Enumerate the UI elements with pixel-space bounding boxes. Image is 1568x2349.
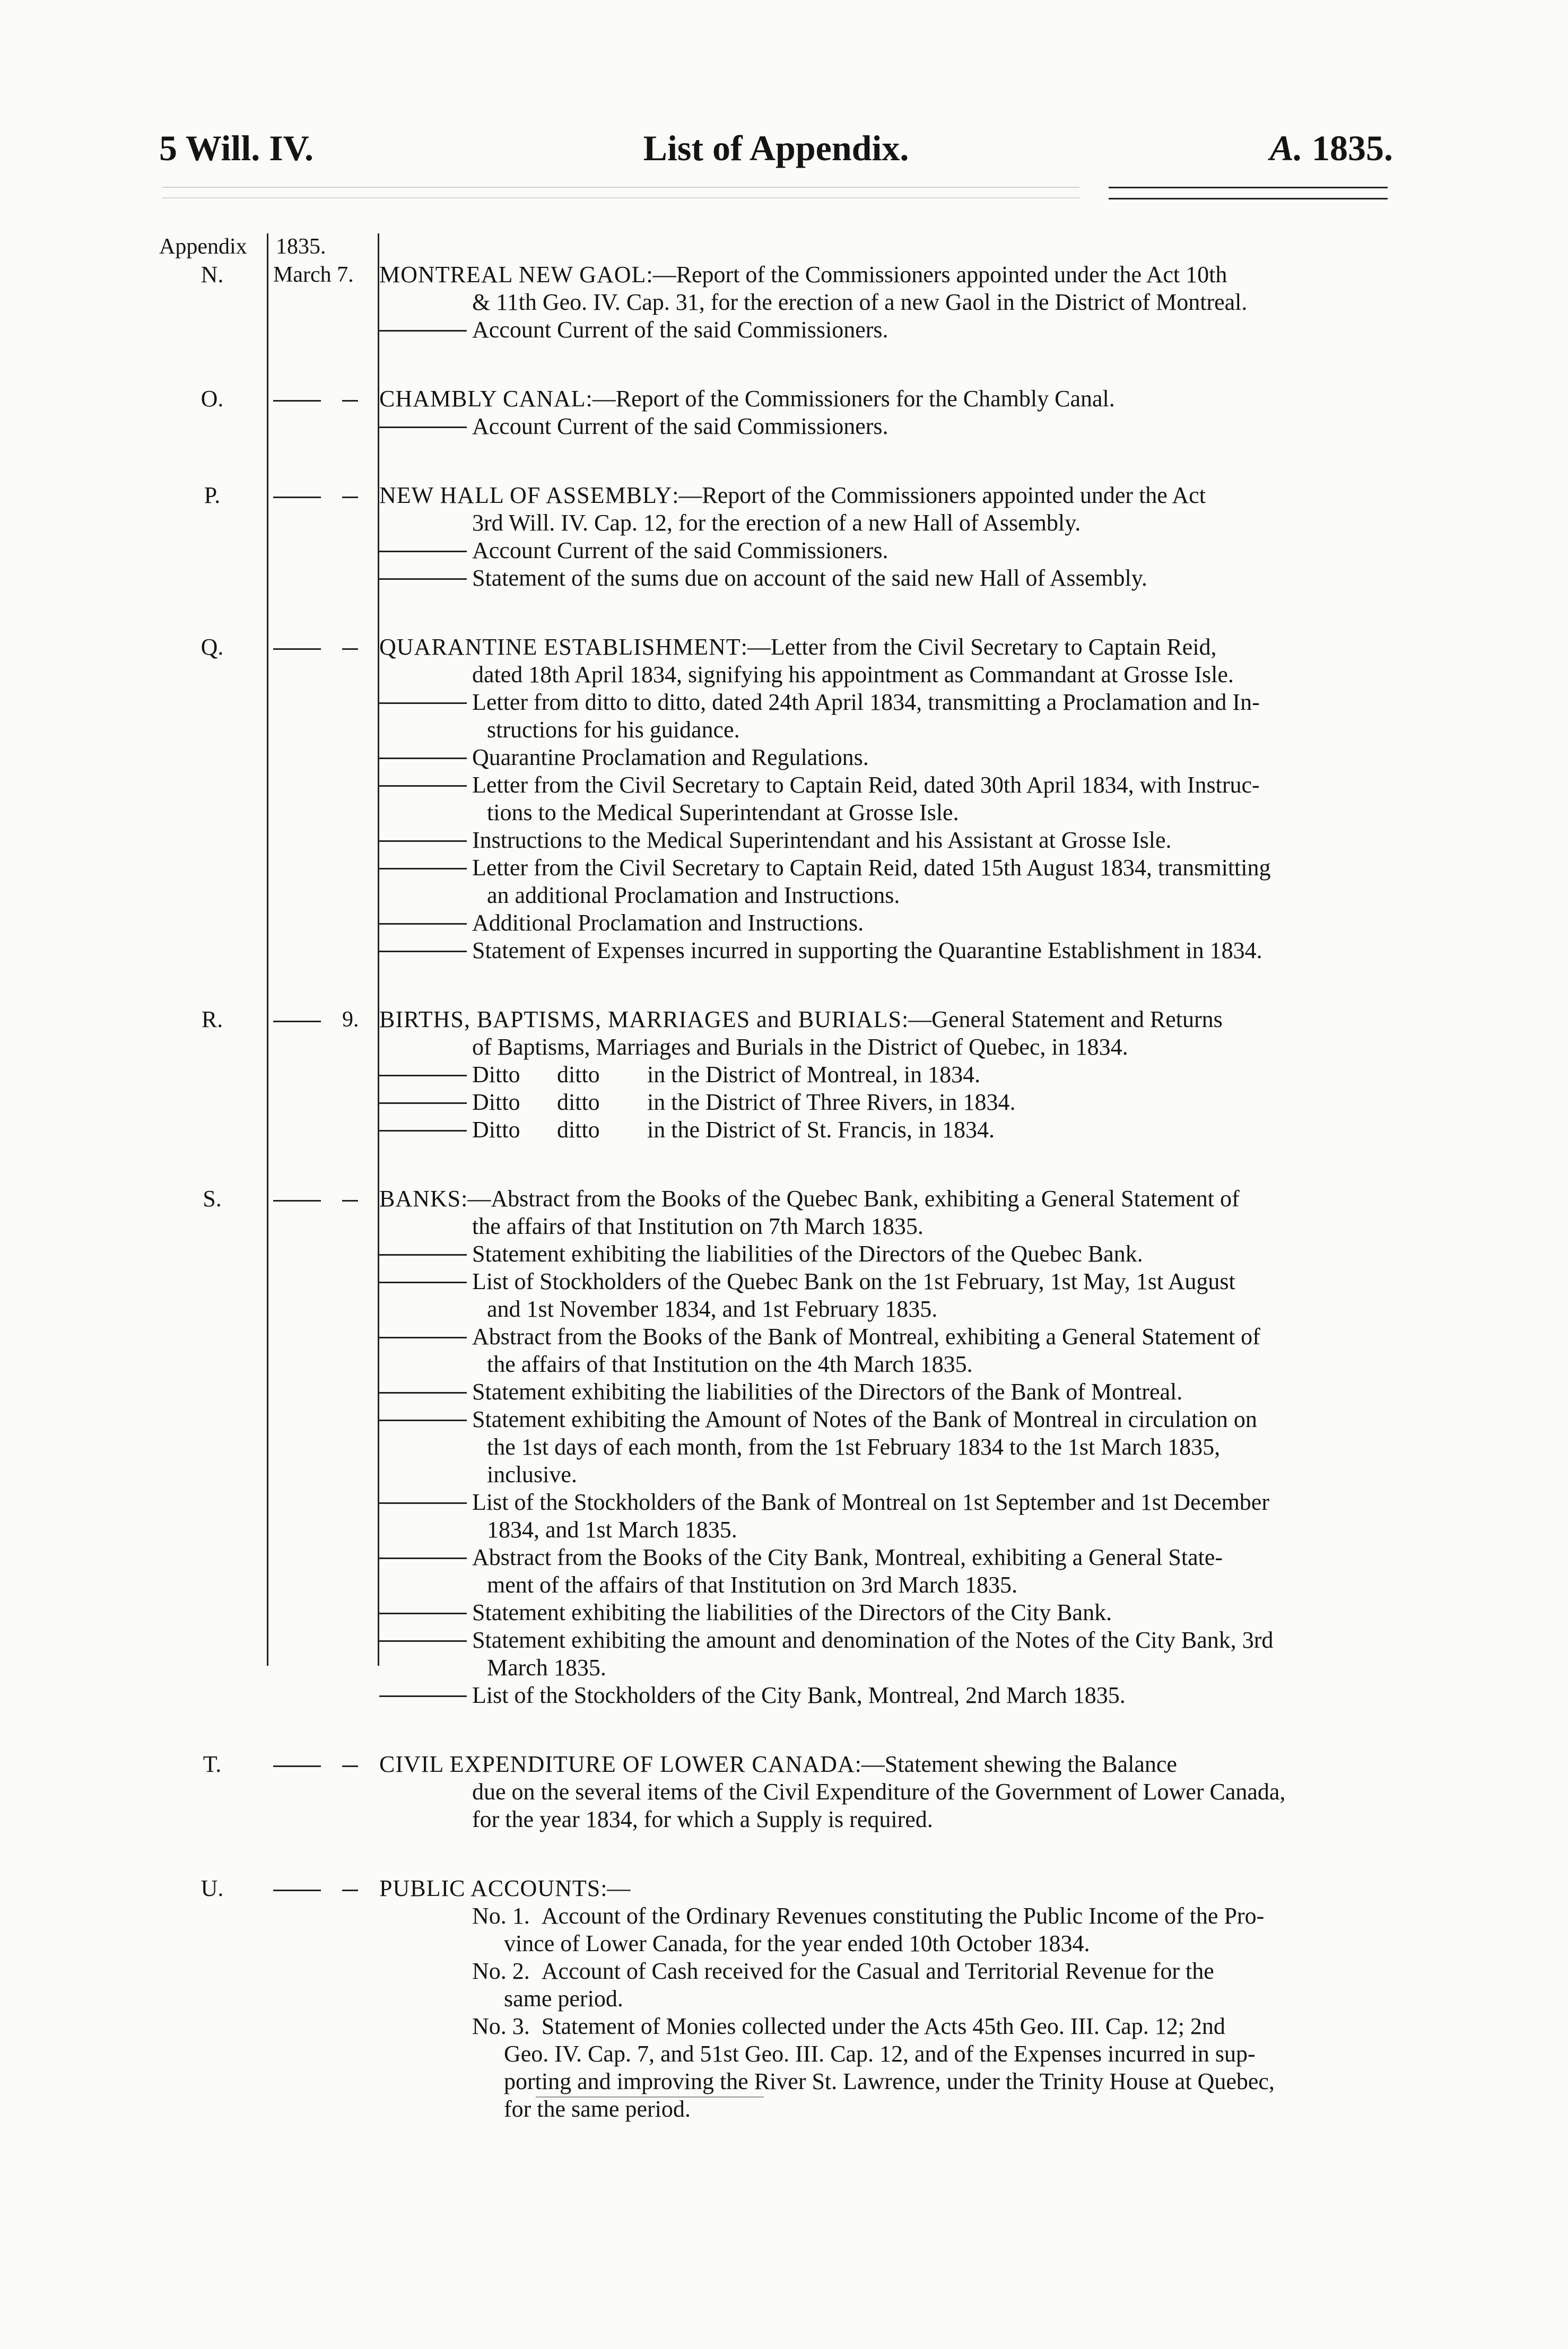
sub-item xyxy=(379,1626,1395,1682)
entry-heading xyxy=(379,1006,1395,1061)
sub-item xyxy=(379,413,1395,440)
entry-subject: NEW HALL OF ASSEMBLY xyxy=(379,482,673,508)
sub-item-text-continued: vince of Lower Canada, for the year ended 10th October 1834. xyxy=(504,1930,1090,1956)
end-rule xyxy=(536,2096,764,2098)
sub-item-text: List of Stockholders of the Quebec Bank on the 1st February, 1st May, 1st August xyxy=(472,1268,1235,1294)
appendix-letter: R. xyxy=(201,1006,223,1032)
sub-item-text: List of the Stockholders of the Bank of Montreal on 1st September and 1st December xyxy=(472,1489,1269,1515)
sub-item-text-continued: 1834, and 1st March 1835. xyxy=(487,1517,737,1543)
sub-item xyxy=(379,2013,1395,2123)
sub-item xyxy=(379,1599,1395,1626)
appendix-letter: T. xyxy=(203,1751,222,1777)
appendix-entry xyxy=(159,1875,1395,2123)
sub-item-text-continued: same period. xyxy=(504,1986,623,2012)
header-double-rule xyxy=(1109,187,1388,199)
sub-item-text: Letter from the Civil Secretary to Captain Reid, dated 15th August 1834, transmitting xyxy=(472,855,1271,881)
sub-item-number: No. 3. xyxy=(472,2013,530,2039)
entry-subject: CHAMBLY CANAL xyxy=(379,386,586,412)
sub-item xyxy=(379,937,1395,964)
sub-item-text: Statement exhibiting the Amount of Notes of the Bank of Montreal in circulation on xyxy=(472,1406,1257,1432)
sub-item-text: Letter from ditto to ditto, dated 24th April 1834, transmitting a Proclamation and In- xyxy=(472,689,1260,715)
sub-item-text: Abstract from the Books of the City Bank, Montreal, exhibiting a General State- xyxy=(472,1544,1223,1570)
entry-description: :—Report of the Commissioners for the Chambly Canal. xyxy=(586,386,1115,412)
sub-item-text-continued: ment of the affairs of that Institution on 3rd March 1835. xyxy=(487,1572,1017,1598)
sub-item xyxy=(379,1240,1395,1268)
sub-item-text-continued: tions to the Medical Superintendant at Grosse Isle. xyxy=(487,799,959,825)
sub-item-text: in the District of St. Francis, in 1834. xyxy=(647,1117,995,1143)
appendix-letter: Q. xyxy=(201,634,224,660)
entry-description-continued: the affairs of that Institution on 7th March 1835. xyxy=(472,1213,924,1239)
sub-item xyxy=(379,909,1395,937)
entry-description: :—Letter from the Civil Secretary to Captain Reid, xyxy=(741,634,1217,660)
sub-item-text-continued: March 1835. xyxy=(487,1655,606,1681)
sub-item xyxy=(379,564,1395,592)
regnal-year: 5 Will. IV. xyxy=(159,128,314,168)
ditto-mark: Ditto xyxy=(472,1117,520,1143)
entry-description: :— xyxy=(600,1875,631,1901)
sub-item-text: Account Current of the said Commissioners. xyxy=(472,537,888,563)
entry-date: March 7. xyxy=(273,263,354,287)
entry-heading xyxy=(379,261,1395,316)
entry-date: 9. xyxy=(273,1006,374,1033)
entry-heading xyxy=(379,1875,1395,1902)
sub-item xyxy=(379,1902,1395,1958)
sub-item xyxy=(379,1268,1395,1323)
header-year: A. 1835. xyxy=(1269,128,1393,168)
sub-item-text-continued: inclusive. xyxy=(487,1461,577,1487)
sub-item-text-continued: structions for his guidance. xyxy=(487,717,740,743)
sub-item xyxy=(379,1958,1395,2013)
sub-item xyxy=(379,689,1395,744)
sub-item xyxy=(379,316,1395,344)
year-column-heading: 1835. xyxy=(276,234,326,259)
sub-item xyxy=(379,1116,1395,1144)
appendix-letter: U. xyxy=(201,1875,224,1901)
entry-date xyxy=(273,482,374,509)
ditto-mark: Ditto xyxy=(472,1089,520,1115)
appendix-entry xyxy=(159,385,1395,440)
sub-item xyxy=(379,1061,1395,1089)
sub-item-text: Statement exhibiting the amount and denomination of the Notes of the City Bank, 3rd xyxy=(472,1627,1274,1653)
sub-item-text-continued: an additional Proclamation and Instructions. xyxy=(487,882,900,908)
sub-item-text-continued: the 1st days of each month, from the 1st February 1834 to the 1st March 1835, xyxy=(487,1434,1221,1460)
appendix-letter: N. xyxy=(201,262,224,288)
entry-heading xyxy=(379,1751,1395,1833)
sub-item-number: No. 1. xyxy=(472,1903,530,1929)
sub-item xyxy=(379,854,1395,909)
entry-heading xyxy=(379,633,1395,689)
sub-item xyxy=(379,1378,1395,1406)
sub-item-text: Quarantine Proclamation and Regulations. xyxy=(472,744,869,770)
entry-subject: BIRTHS, BAPTISMS, MARRIAGES and BURIALS xyxy=(379,1006,902,1032)
sub-item-text: in the District of Montreal, in 1834. xyxy=(647,1062,981,1088)
sub-item-text-continued: for the same period. xyxy=(504,2096,691,2122)
sub-item xyxy=(379,1089,1395,1116)
entry-subject: QUARANTINE ESTABLISHMENT xyxy=(379,634,741,660)
ditto-mark: ditto xyxy=(557,1062,600,1088)
sub-item-text: Letter from the Civil Secretary to Captain Reid, dated 30th April 1834, with Instruc- xyxy=(472,772,1260,798)
sub-item-number: No. 2. xyxy=(472,1958,530,1984)
appendix-entry xyxy=(159,482,1395,592)
sub-item-text: Statement exhibiting the liabilities of the Directors of the Quebec Bank. xyxy=(472,1241,1143,1267)
sub-item-text: Additional Proclamation and Instructions. xyxy=(472,910,864,936)
appendix-letter: O. xyxy=(201,386,224,412)
sub-item-text: Abstract from the Books of the Bank of Montreal, exhibiting a General Statement of xyxy=(472,1324,1260,1350)
entry-description-continued: 3rd Will. IV. Cap. 12, for the erection of a new Hall of Assembly. xyxy=(472,510,1081,536)
entry-description: :—Abstract from the Books of the Quebec Bank, exhibiting a General Statement of xyxy=(461,1186,1240,1212)
entry-date xyxy=(273,1751,374,1778)
entry-date xyxy=(273,1185,374,1213)
entry-date xyxy=(273,1875,374,1902)
entry-date xyxy=(273,385,374,413)
sub-item xyxy=(379,537,1395,564)
sub-item-text-continued: Geo. IV. Cap. 7, and 51st Geo. III. Cap. 12, and of the Expenses incurred in sup- xyxy=(504,2041,1256,2067)
sub-item xyxy=(379,1323,1395,1378)
sub-item xyxy=(379,826,1395,854)
appendix-letter: S. xyxy=(203,1186,222,1212)
sub-item-text: Account Current of the said Commissioners. xyxy=(472,413,888,439)
ditto-mark: Ditto xyxy=(472,1062,520,1088)
entry-description: :—General Statement and Returns xyxy=(901,1006,1223,1032)
sub-item-text: List of the Stockholders of the City Bank, Montreal, 2nd March 1835. xyxy=(472,1682,1126,1708)
entry-description-continued: due on the several items of the Civil Expenditure of the Government of Lower Canada, xyxy=(472,1779,1286,1805)
entry-date xyxy=(273,633,374,661)
appendix-listing xyxy=(159,261,1395,2164)
sub-item-text-continued: and 1st November 1834, and 1st February 1835. xyxy=(487,1296,938,1322)
sub-item-text: Statement exhibiting the liabilities of the Directors of the City Bank. xyxy=(472,1599,1112,1625)
appendix-entry xyxy=(159,1751,1395,1833)
sub-item-text-continued: the affairs of that Institution on the 4th March 1835. xyxy=(487,1351,973,1377)
entry-heading xyxy=(379,1185,1395,1240)
appendix-entry xyxy=(159,633,1395,964)
appendix-entry xyxy=(159,261,1395,344)
ditto-mark: ditto xyxy=(557,1089,600,1115)
appendix-entry xyxy=(159,1006,1395,1144)
sub-item-text: Statement exhibiting the liabilities of the Directors of the Bank of Montreal. xyxy=(472,1379,1183,1405)
entry-description: :—Statement shewing the Balance xyxy=(855,1751,1177,1777)
sub-item xyxy=(379,744,1395,771)
entry-subject: PUBLIC ACCOUNTS xyxy=(379,1875,601,1901)
entry-heading xyxy=(379,385,1395,413)
sub-item-text: Account of Cash received for the Casual and Territorial Revenue for the xyxy=(541,1958,1214,1984)
sub-item-text: Statement of Expenses incurred in supporting the Quarantine Establishment in 1834. xyxy=(472,937,1262,963)
sub-item-text: Instructions to the Medical Superintendant and his Assistant at Grosse Isle. xyxy=(472,827,1172,853)
appendix-letter: P. xyxy=(204,482,221,508)
entry-description-continued: dated 18th April 1834, signifying his appointment as Commandant at Grosse Isle. xyxy=(472,662,1234,688)
sub-item xyxy=(379,771,1395,826)
entry-subject: MONTREAL NEW GAOL xyxy=(379,262,647,288)
entry-subject: BANKS xyxy=(379,1186,461,1212)
running-head xyxy=(159,127,1393,186)
sub-item-text: Account of the Ordinary Revenues constituting the Public Income of the Pro- xyxy=(541,1903,1265,1929)
entry-description-continued: & 11th Geo. IV. Cap. 31, for the erection of a new Gaol in the District of Montreal. xyxy=(472,289,1248,315)
entry-description-continued: for the year 1834, for which a Supply is required. xyxy=(472,1806,933,1832)
entry-subject: CIVIL EXPENDITURE OF LOWER CANADA xyxy=(379,1751,855,1777)
sub-item-text: Statement of Monies collected under the Acts 45th Geo. III. Cap. 12; 2nd xyxy=(541,2013,1225,2039)
entry-description-continued: of Baptisms, Marriages and Burials in the District of Quebec, in 1834. xyxy=(472,1034,1128,1060)
appendix-entry xyxy=(159,1185,1395,1709)
page-title: List of Appendix. xyxy=(643,128,909,168)
sub-item xyxy=(379,1682,1395,1709)
sub-item-text: Statement of the sums due on account of the said new Hall of Assembly. xyxy=(472,565,1147,591)
entry-heading xyxy=(379,482,1395,537)
entry-description: :—Report of the Commissioners appointed under the Act 10th xyxy=(646,262,1227,288)
sub-item-text-continued: porting and improving the River St. Lawrence, under the Trinity House at Quebec, xyxy=(504,2068,1275,2094)
sub-item-text: in the District of Three Rivers, in 1834. xyxy=(647,1089,1016,1115)
sub-item xyxy=(379,1489,1395,1544)
sub-item-text: Account Current of the said Commissioners. xyxy=(472,317,888,343)
ditto-mark: ditto xyxy=(557,1117,600,1143)
appendix-column-heading: Appendix xyxy=(159,234,247,259)
header-rule-faded xyxy=(162,187,1079,198)
sub-item xyxy=(379,1406,1395,1489)
entry-description: :—Report of the Commissioners appointed under the Act xyxy=(672,482,1206,508)
sub-item xyxy=(379,1544,1395,1599)
